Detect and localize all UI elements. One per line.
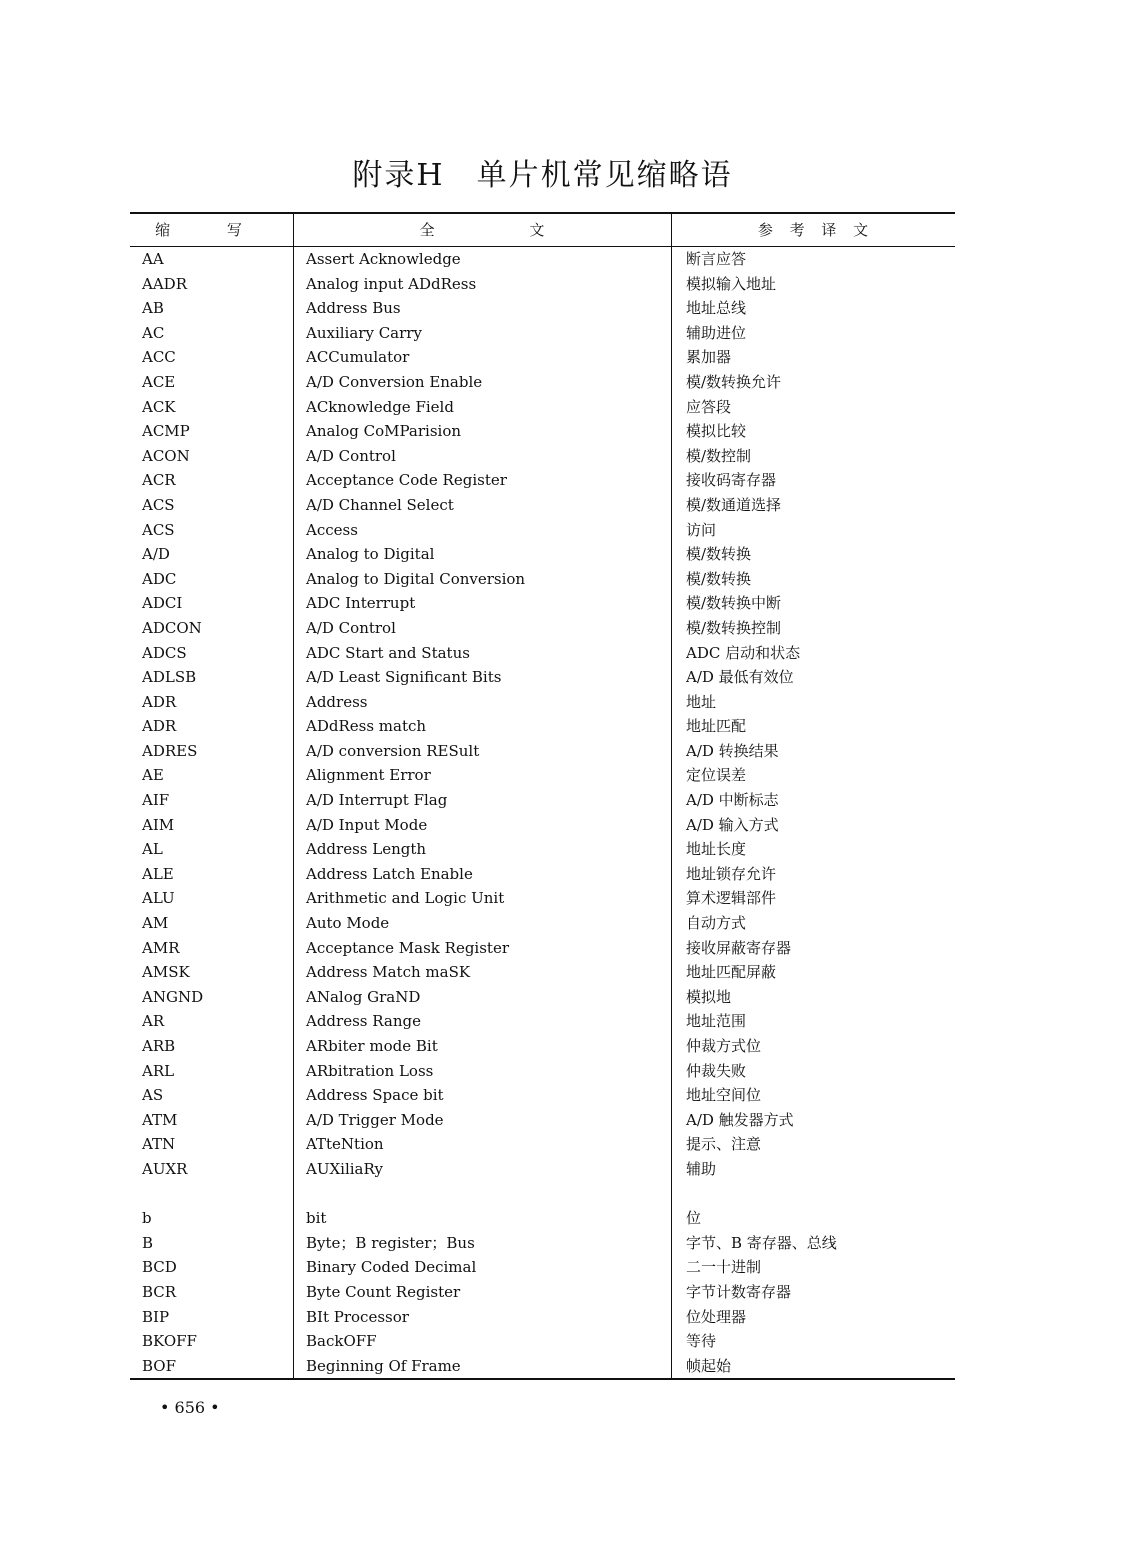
full-text-cell: AUXiliaRy xyxy=(306,1159,383,1178)
translation-cell: A/D 触发器方式 xyxy=(686,1110,794,1129)
translation-cell: 模拟地 xyxy=(686,987,732,1006)
table-row xyxy=(130,1157,955,1182)
abbreviation-cell: ACE xyxy=(142,372,176,391)
translation-cell: 等待 xyxy=(686,1332,717,1351)
translation-cell: 地址总线 xyxy=(686,299,747,318)
full-text-cell: Address Length xyxy=(306,840,427,859)
table-header xyxy=(130,214,955,247)
translation-cell: A/D 输入方式 xyxy=(686,815,779,834)
translation-cell: 地址范围 xyxy=(686,1012,747,1031)
table-row xyxy=(130,665,955,690)
table-row xyxy=(130,395,955,420)
full-text-cell: Beginning Of Frame xyxy=(306,1356,461,1375)
abbreviation-cell: ARL xyxy=(142,1061,175,1080)
abbreviation-cell: ALE xyxy=(142,864,174,883)
abbreviation-cell: A/D xyxy=(142,545,170,564)
translation-cell: 地址锁存允许 xyxy=(686,864,777,883)
table-row xyxy=(130,763,955,788)
table-row xyxy=(130,1231,955,1256)
table-row xyxy=(130,714,955,739)
translation-cell: 模/数转换控制 xyxy=(686,618,782,637)
table-row xyxy=(130,321,955,346)
abbreviation-cell: ACON xyxy=(142,446,190,465)
abbreviation-cell: ATN xyxy=(142,1135,176,1154)
full-text-cell: A/D Control xyxy=(306,446,396,465)
abbreviation-cell: AR xyxy=(142,1012,165,1031)
full-text-cell: ACCumulator xyxy=(306,348,410,367)
abbreviation-cell: AB xyxy=(142,299,164,318)
abbreviation-cell: AMSK xyxy=(142,963,190,982)
translation-cell: 模/数转换允许 xyxy=(686,372,782,391)
table-bottom-rule xyxy=(130,1378,955,1380)
abbreviation-cell: AMR xyxy=(142,938,180,957)
translation-cell: A/D 中断标志 xyxy=(686,791,779,810)
full-text-cell: Address Range xyxy=(306,1012,421,1031)
translation-cell: 定位误差 xyxy=(686,766,747,785)
full-text-cell: Assert Acknowledge xyxy=(306,250,461,268)
abbreviation-cell: B xyxy=(142,1233,154,1252)
abbreviation-cell: ADRES xyxy=(142,741,198,760)
full-text-cell: ADdRess match xyxy=(306,717,427,736)
translation-cell: A/D 转换结果 xyxy=(686,741,779,760)
translation-cell: 地址 xyxy=(686,692,717,711)
table-row xyxy=(130,1206,955,1231)
translation-cell: 模/数转换 xyxy=(686,545,752,564)
translation-cell: 算术逻辑部件 xyxy=(686,889,777,908)
full-text-cell: ATteNtion xyxy=(306,1135,384,1154)
full-text-cell: A/D Interrupt Flag xyxy=(306,791,448,810)
full-text-cell: Address Latch Enable xyxy=(306,864,473,883)
full-text-cell: ADC Start and Status xyxy=(306,643,470,662)
translation-cell: 累加器 xyxy=(686,348,732,367)
abbreviation-cell: AM xyxy=(142,914,169,933)
abbreviation-cell: ACMP xyxy=(142,422,190,441)
translation-cell: 仲裁方式位 xyxy=(686,1037,762,1055)
full-text-cell: ANalog GraND xyxy=(306,987,421,1006)
table-row xyxy=(130,1009,955,1034)
abbreviation-cell: ACR xyxy=(142,471,176,490)
abbreviation-cell: ADCS xyxy=(142,643,187,662)
abbreviation-cell: BCR xyxy=(142,1282,177,1301)
table-row xyxy=(130,1132,955,1157)
abbreviation-cell: BIP xyxy=(142,1307,170,1326)
translation-cell: 断言应答 xyxy=(686,250,747,268)
translation-cell: 访问 xyxy=(686,520,717,539)
translation-cell: 接收屏蔽寄存器 xyxy=(686,938,792,957)
table-row xyxy=(130,911,955,936)
abbreviation-cell: ANGND xyxy=(142,987,204,1006)
abbreviation-cell: b xyxy=(142,1209,152,1228)
translation-cell: 字节计数寄存器 xyxy=(686,1282,792,1301)
full-text-cell: Analog input ADdRess xyxy=(306,274,477,293)
full-text-cell: Address Match maSK xyxy=(306,963,471,982)
full-text-cell: A/D conversion RESult xyxy=(306,741,480,760)
table-row xyxy=(130,690,955,715)
full-text-cell: ACknowledge Field xyxy=(306,397,454,416)
full-text-cell: A/D Trigger Mode xyxy=(306,1110,444,1129)
page-title: 附录H 单片机常见缩略语 xyxy=(352,158,733,193)
abbreviation-cell: ADLSB xyxy=(142,668,197,687)
full-text-cell: Access xyxy=(306,520,358,539)
abbreviation-cell: ADCON xyxy=(142,618,202,637)
full-text-cell: BackOFF xyxy=(306,1332,377,1351)
abbreviation-cell: AADR xyxy=(142,274,187,293)
table-row xyxy=(130,641,955,666)
full-text-cell: Alignment Error xyxy=(306,766,431,785)
table-row xyxy=(130,1280,955,1305)
translation-cell: 模/数转换中断 xyxy=(686,594,782,613)
table-row xyxy=(130,1059,955,1084)
abbreviation-cell: AUXR xyxy=(142,1159,188,1178)
table-row xyxy=(130,468,955,493)
full-text-cell: Analog to Digital xyxy=(306,545,435,564)
header-abbreviation: 缩 写 xyxy=(155,221,268,239)
translation-cell: 地址长度 xyxy=(686,840,747,859)
table-row xyxy=(130,788,955,813)
full-text-cell: ARbitration Loss xyxy=(306,1061,434,1080)
translation-cell: 应答段 xyxy=(686,397,732,416)
table-body xyxy=(130,247,955,1378)
abbreviation-cell: ACC xyxy=(142,348,176,367)
table-row xyxy=(130,936,955,961)
table-row xyxy=(130,1083,955,1108)
table-row xyxy=(130,616,955,641)
abbreviation-cell: ADCI xyxy=(142,594,183,613)
translation-cell: 地址匹配屏蔽 xyxy=(686,963,777,982)
table-row xyxy=(130,1182,955,1207)
full-text-cell: Address xyxy=(306,692,368,711)
table-row xyxy=(130,247,955,272)
table-row xyxy=(130,370,955,395)
translation-cell: 接收码寄存器 xyxy=(686,471,777,490)
full-text-cell: BIt Processor xyxy=(306,1307,409,1326)
table-row xyxy=(130,493,955,518)
full-text-cell: Auto Mode xyxy=(306,914,390,933)
table-row xyxy=(130,419,955,444)
table-row xyxy=(130,837,955,862)
translation-cell: A/D 最低有效位 xyxy=(686,668,794,687)
full-text-cell: Acceptance Mask Register xyxy=(306,938,509,957)
translation-cell: 自动方式 xyxy=(686,914,747,933)
full-text-cell: Address Bus xyxy=(306,299,401,318)
table-row xyxy=(130,542,955,567)
translation-cell: 提示、注意 xyxy=(686,1135,762,1154)
translation-cell: 地址匹配 xyxy=(686,717,747,736)
abbreviation-table xyxy=(130,212,955,1380)
abbreviation-cell: ACS xyxy=(142,495,175,514)
table-row xyxy=(130,296,955,321)
header-full-text: 全 文 xyxy=(419,221,545,239)
translation-cell: 地址空间位 xyxy=(686,1086,762,1105)
translation-cell: 字节、B 寄存器、总线 xyxy=(686,1233,837,1252)
abbreviation-cell: ATM xyxy=(142,1110,178,1129)
abbreviation-cell: AL xyxy=(142,840,163,859)
abbreviation-cell: ADR xyxy=(142,717,177,736)
full-text-cell: Arithmetic and Logic Unit xyxy=(306,889,505,908)
table-row xyxy=(130,1108,955,1133)
table-row xyxy=(130,1329,955,1354)
abbreviation-cell: ACK xyxy=(142,397,176,416)
translation-cell: 模拟输入地址 xyxy=(686,274,777,293)
full-text-cell: Analog to Digital Conversion xyxy=(306,569,526,588)
abbreviation-cell: BOF xyxy=(142,1356,177,1375)
full-text-cell: A/D Conversion Enable xyxy=(306,372,483,391)
full-text-cell: Analog CoMParision xyxy=(306,422,462,441)
abbreviation-cell: ACS xyxy=(142,520,175,539)
translation-cell: 模/数通道选择 xyxy=(686,495,782,514)
translation-cell: 仲裁失败 xyxy=(686,1061,747,1080)
translation-cell: 辅助 xyxy=(686,1159,717,1178)
table-row xyxy=(130,739,955,764)
table-row xyxy=(130,1305,955,1330)
table-row xyxy=(130,1255,955,1280)
translation-cell: 二一十进制 xyxy=(686,1258,762,1277)
table-row xyxy=(130,272,955,297)
translation-cell: 辅助进位 xyxy=(686,323,747,342)
table-row xyxy=(130,518,955,543)
full-text-cell: Acceptance Code Register xyxy=(306,471,507,490)
full-text-cell: A/D Channel Select xyxy=(306,495,454,514)
header-translation: 参 考 译 文 xyxy=(757,221,869,239)
full-text-cell: Binary Coded Decimal xyxy=(306,1258,477,1277)
table-row xyxy=(130,345,955,370)
full-text-cell: A/D Least Significant Bits xyxy=(306,668,502,687)
table-row xyxy=(130,591,955,616)
abbreviation-cell: ADC xyxy=(142,569,177,588)
full-text-cell: A/D Input Mode xyxy=(306,815,428,834)
table-row xyxy=(130,1034,955,1059)
translation-cell: 帧起始 xyxy=(686,1356,732,1375)
abbreviation-cell: AS xyxy=(142,1086,164,1105)
abbreviation-cell: AIM xyxy=(142,815,175,834)
header-divider-1 xyxy=(293,214,294,246)
abbreviation-cell: AE xyxy=(142,766,164,785)
abbreviation-cell: BCD xyxy=(142,1258,177,1277)
page-number: • 656 • xyxy=(160,1398,220,1417)
full-text-cell: Address Space bit xyxy=(306,1086,444,1105)
full-text-cell: Byte Count Register xyxy=(306,1282,461,1301)
table-row xyxy=(130,1354,955,1379)
abbreviation-cell: ARB xyxy=(142,1037,176,1055)
translation-cell: 模/数转换 xyxy=(686,569,752,588)
abbreviation-cell: ALU xyxy=(142,889,175,908)
table-row xyxy=(130,444,955,469)
translation-cell: 位处理器 xyxy=(686,1307,747,1326)
translation-cell: 位 xyxy=(686,1209,702,1228)
translation-cell: ADC 启动和状态 xyxy=(686,643,801,662)
table-row xyxy=(130,862,955,887)
full-text-cell: Byte；B register；Bus xyxy=(306,1233,475,1252)
table-row xyxy=(130,813,955,838)
abbreviation-cell: ADR xyxy=(142,692,177,711)
header-divider-2 xyxy=(671,214,672,246)
translation-cell: 模/数控制 xyxy=(686,446,752,465)
table-row xyxy=(130,985,955,1010)
table-row xyxy=(130,886,955,911)
table-row xyxy=(130,567,955,592)
full-text-cell: Auxiliary Carry xyxy=(306,323,422,342)
abbreviation-cell: AC xyxy=(142,323,165,342)
abbreviation-cell: BKOFF xyxy=(142,1332,197,1351)
full-text-cell: bit xyxy=(306,1209,327,1228)
full-text-cell: ADC Interrupt xyxy=(306,594,416,613)
abbreviation-cell: AA xyxy=(142,250,164,268)
full-text-cell: A/D Control xyxy=(306,618,396,637)
table-row xyxy=(130,960,955,985)
translation-cell: 模拟比较 xyxy=(686,422,747,441)
abbreviation-cell: AIF xyxy=(142,791,170,810)
full-text-cell: ARbiter mode Bit xyxy=(306,1037,438,1055)
